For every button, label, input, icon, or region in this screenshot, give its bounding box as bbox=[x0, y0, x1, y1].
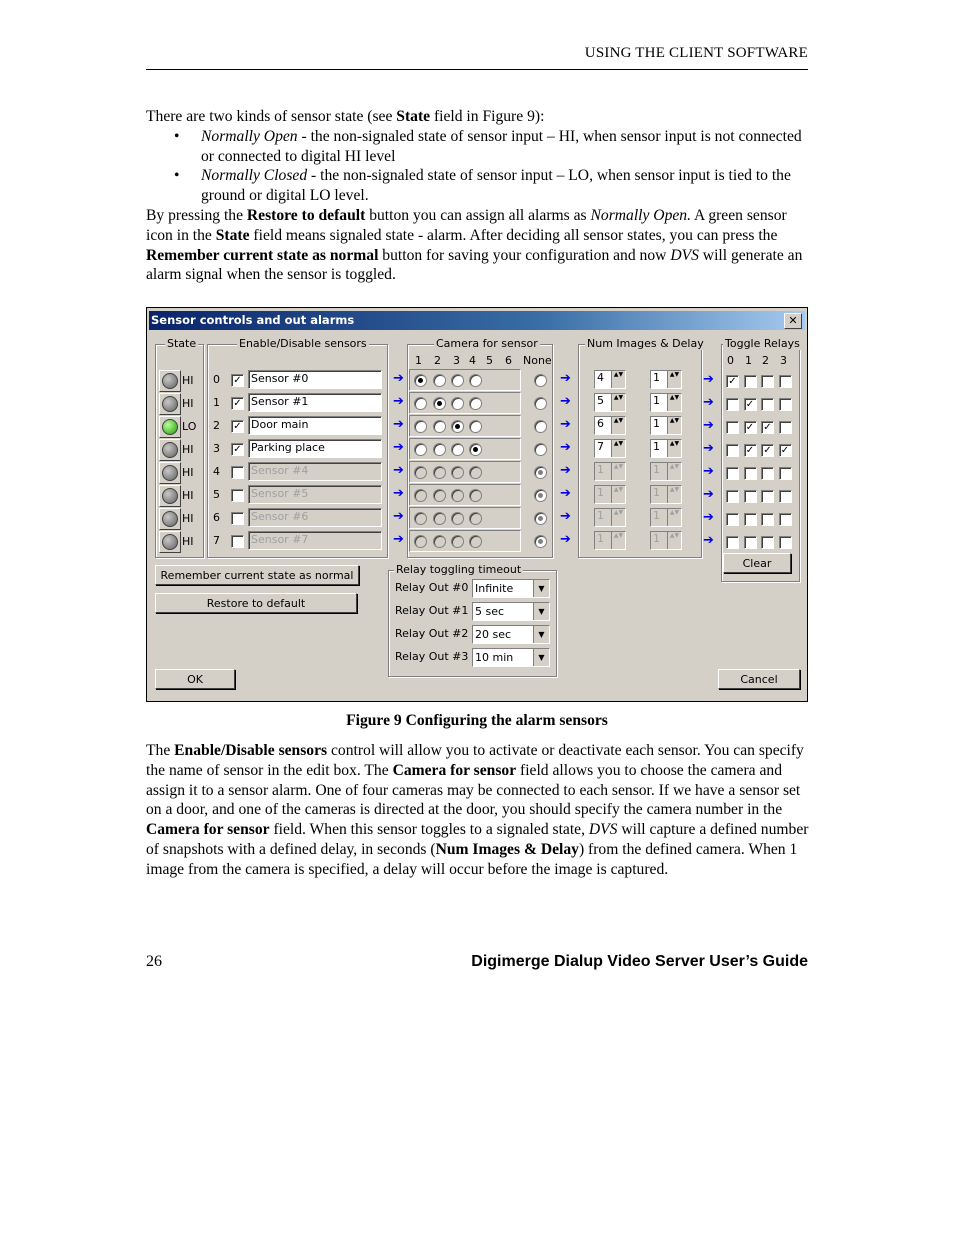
restore-paragraph: By pressing the Restore to default button you can assign all alarms as Normally Open. A green sensor icon in the State field means signaled state - alarm. After deciding all sensor states, you can press the Remember current state as normal button for saving your configuration and now DVS will generate an alarm signal when the sensor is toggled. bbox=[146, 206, 803, 284]
sensor-name-input[interactable]: Sensor #5 bbox=[248, 485, 382, 504]
relay-toggle-checkbox[interactable] bbox=[779, 513, 792, 526]
camera-radio[interactable] bbox=[451, 489, 464, 502]
sensor-index: 5 bbox=[213, 488, 220, 501]
arrow-icon: ➔ bbox=[703, 487, 714, 502]
sensor-led-icon bbox=[162, 465, 178, 481]
relay-timeout-select[interactable] bbox=[472, 579, 550, 598]
relay-toggle-checkbox[interactable] bbox=[726, 444, 739, 457]
camera-radio[interactable] bbox=[433, 489, 446, 502]
relay-toggle-checkbox[interactable] bbox=[744, 467, 757, 480]
relay-out-label: Relay Out #0 bbox=[395, 581, 469, 594]
relay-toggle-checkbox[interactable] bbox=[779, 536, 792, 549]
num-images-spinner[interactable] bbox=[594, 531, 626, 550]
dialog-title-bar[interactable] bbox=[149, 311, 805, 330]
camera-radio[interactable] bbox=[469, 535, 482, 548]
arrow-icon: ➔ bbox=[560, 509, 571, 524]
sensor-state-label: HI bbox=[182, 535, 194, 548]
relay-toggle-checkbox[interactable]: ✓ bbox=[726, 375, 739, 388]
camera-column-header: None bbox=[523, 354, 552, 367]
sensor-state-indicator bbox=[159, 439, 181, 461]
sensor-state-label: HI bbox=[182, 443, 194, 456]
camera-radio[interactable] bbox=[433, 512, 446, 525]
relay-out-label: Relay Out #1 bbox=[395, 604, 469, 617]
camera-radio[interactable] bbox=[451, 443, 464, 456]
sensor-name-input[interactable]: Door main bbox=[248, 416, 382, 435]
sensor-index: 0 bbox=[213, 373, 220, 386]
arrow-icon: ➔ bbox=[393, 417, 404, 432]
delay-value: 1 bbox=[653, 509, 660, 522]
relay-toggle-checkbox[interactable] bbox=[726, 398, 739, 411]
camera-radio[interactable] bbox=[433, 374, 446, 387]
arrow-icon: ➔ bbox=[703, 372, 714, 387]
camera-radio[interactable] bbox=[433, 466, 446, 479]
camera-column-header: 6 bbox=[505, 354, 512, 367]
num-images-value: 6 bbox=[597, 417, 604, 430]
arrow-icon: ➔ bbox=[560, 371, 571, 386]
sensor-index: 3 bbox=[213, 442, 220, 455]
spinner-arrows-icon[interactable]: ▲▼ bbox=[667, 371, 681, 388]
relay-toggle-checkbox[interactable] bbox=[779, 490, 792, 503]
sensor-led-icon bbox=[162, 534, 178, 550]
relay-timeout-value: 10 min bbox=[475, 651, 514, 664]
delay-value: 1 bbox=[653, 532, 660, 545]
state-group-label: State bbox=[167, 337, 197, 350]
arrow-icon: ➔ bbox=[703, 441, 714, 456]
camera-radio[interactable] bbox=[534, 443, 547, 456]
relay-toggle-checkbox[interactable] bbox=[726, 421, 739, 434]
num-images-spinner[interactable] bbox=[594, 439, 626, 458]
relay-toggle-checkbox[interactable] bbox=[761, 490, 774, 503]
arrow-icon: ➔ bbox=[703, 510, 714, 525]
relay-out-label: Relay Out #2 bbox=[395, 627, 469, 640]
sensor-led-icon bbox=[162, 373, 178, 389]
relay-toggle-checkbox[interactable]: ✓ bbox=[744, 421, 757, 434]
clear-button[interactable]: Clear bbox=[723, 553, 791, 573]
after-paragraph: The Enable/Disable sensors control will allow you to activate or deactivate each sensor. You can specify the name of sensor in the edit box. The Camera for sensor field allows you to choose the camera and assign it to a sensor alarm. One of four cameras may be connected to each sensor. If we have a sensor set on a door, and one of the cameras is directed at the door, you should specify the camera number in the Camera for sensor field. When this sensor toggles to a signaled state, DVS will capture a defined number of snapshots with a defined delay, in seconds (Num Images & Delay) from the defined camera. When 1 image from the camera is specified, a delay will occur before the image is captured. bbox=[146, 742, 809, 878]
spinner-arrows-icon[interactable]: ▲▼ bbox=[611, 532, 625, 549]
delay-value: 1 bbox=[653, 417, 660, 430]
num-images-spinner[interactable] bbox=[594, 370, 626, 389]
spinner-arrows-icon[interactable]: ▲▼ bbox=[667, 417, 681, 434]
delay-spinner[interactable] bbox=[650, 370, 682, 389]
sensor-state-indicator bbox=[159, 485, 181, 507]
relay-toggle-checkbox[interactable] bbox=[726, 467, 739, 480]
relay-toggle-checkbox[interactable] bbox=[726, 536, 739, 549]
enable-group-label: Enable/Disable sensors bbox=[239, 337, 367, 350]
relay-toggle-checkbox[interactable] bbox=[761, 398, 774, 411]
sensor-index: 7 bbox=[213, 534, 220, 547]
arrow-icon: ➔ bbox=[393, 532, 404, 547]
relay-timeout-select[interactable] bbox=[472, 648, 550, 667]
delay-value: 1 bbox=[653, 394, 660, 407]
num-images-value: 1 bbox=[597, 509, 604, 522]
spinner-arrows-icon[interactable]: ▲▼ bbox=[667, 463, 681, 480]
num-images-spinner[interactable] bbox=[594, 485, 626, 504]
camera-radio[interactable] bbox=[433, 420, 446, 433]
spinner-arrows-icon[interactable]: ▲▼ bbox=[667, 509, 681, 526]
spinner-arrows-icon[interactable]: ▲▼ bbox=[667, 394, 681, 411]
delay-value: 1 bbox=[653, 440, 660, 453]
bullet-dot: • bbox=[174, 127, 180, 145]
num-images-value: 1 bbox=[597, 463, 604, 476]
sensor-enable-checkbox[interactable]: ✓ bbox=[231, 420, 244, 433]
arrow-icon: ➔ bbox=[703, 464, 714, 479]
arrow-icon: ➔ bbox=[560, 486, 571, 501]
relay-toggle-checkbox[interactable] bbox=[726, 513, 739, 526]
camera-radio[interactable] bbox=[451, 420, 464, 433]
toggle-relays-group-label: Toggle Relays bbox=[725, 337, 800, 350]
arrow-icon: ➔ bbox=[703, 395, 714, 410]
camera-radio[interactable] bbox=[414, 443, 427, 456]
relay-toggle-checkbox[interactable] bbox=[744, 513, 757, 526]
sensor-state-label: LO bbox=[182, 420, 197, 433]
camera-radio[interactable] bbox=[534, 535, 547, 548]
num-images-value: 4 bbox=[597, 371, 604, 384]
delay-value: 1 bbox=[653, 486, 660, 499]
sensor-enable-checkbox[interactable] bbox=[231, 535, 244, 548]
sensor-enable-checkbox[interactable]: ✓ bbox=[231, 397, 244, 410]
sensor-index: 6 bbox=[213, 511, 220, 524]
sensor-name-input[interactable]: Sensor #4 bbox=[248, 462, 382, 481]
camera-radio[interactable] bbox=[451, 512, 464, 525]
sensor-led-icon bbox=[162, 511, 178, 527]
relay-timeout-value: 5 sec bbox=[475, 605, 505, 618]
intro-section bbox=[146, 107, 810, 285]
camera-column-header: 2 bbox=[434, 354, 441, 367]
sensor-led-icon bbox=[162, 442, 178, 458]
sensor-enable-checkbox[interactable] bbox=[231, 466, 244, 479]
arrow-icon: ➔ bbox=[560, 532, 571, 547]
dropdown-arrow-icon[interactable]: ▼ bbox=[533, 603, 549, 620]
relay-toggle-checkbox[interactable] bbox=[779, 398, 792, 411]
num-images-value: 1 bbox=[597, 532, 604, 545]
sensor-name-input[interactable]: Sensor #7 bbox=[248, 531, 382, 550]
num-images-value: 1 bbox=[597, 486, 604, 499]
relay-toggle-checkbox[interactable]: ✓ bbox=[761, 421, 774, 434]
num-images-spinner[interactable] bbox=[594, 508, 626, 527]
camera-radio[interactable] bbox=[414, 535, 427, 548]
num-images-value: 7 bbox=[597, 440, 604, 453]
camera-column-header: 4 bbox=[469, 354, 476, 367]
relay-toggle-checkbox[interactable] bbox=[744, 536, 757, 549]
num-images-spinner[interactable] bbox=[594, 393, 626, 412]
arrow-icon: ➔ bbox=[560, 463, 571, 478]
camera-radio[interactable] bbox=[469, 420, 482, 433]
camera-radio[interactable] bbox=[433, 397, 446, 410]
spinner-arrows-icon[interactable]: ▲▼ bbox=[667, 486, 681, 503]
arrow-icon: ➔ bbox=[560, 440, 571, 455]
delay-spinner[interactable] bbox=[650, 485, 682, 504]
relay-column-header: 3 bbox=[780, 354, 787, 367]
restore-default-button[interactable]: Restore to default bbox=[155, 593, 357, 613]
camera-radio[interactable] bbox=[433, 535, 446, 548]
delay-spinner[interactable] bbox=[650, 416, 682, 435]
camera-group-label: Camera for sensor bbox=[436, 337, 538, 350]
relay-timeout-value: Infinite bbox=[475, 582, 514, 595]
dropdown-arrow-icon[interactable]: ▼ bbox=[533, 626, 549, 643]
num-images-value: 5 bbox=[597, 394, 604, 407]
arrow-icon: ➔ bbox=[393, 463, 404, 478]
delay-value: 1 bbox=[653, 463, 660, 476]
sensor-led-icon bbox=[162, 419, 178, 435]
sensor-state-indicator bbox=[159, 416, 181, 438]
delay-spinner[interactable] bbox=[650, 393, 682, 412]
relay-toggle-checkbox[interactable] bbox=[761, 536, 774, 549]
delay-value: 1 bbox=[653, 371, 660, 384]
camera-column-header: 1 bbox=[415, 354, 422, 367]
relay-toggle-checkbox[interactable] bbox=[779, 467, 792, 480]
relay-toggle-checkbox[interactable]: ✓ bbox=[744, 398, 757, 411]
sensor-index: 4 bbox=[213, 465, 220, 478]
bullet-dot: • bbox=[174, 167, 180, 185]
sensor-enable-checkbox[interactable] bbox=[231, 512, 244, 525]
relay-toggle-checkbox[interactable] bbox=[779, 421, 792, 434]
arrow-icon: ➔ bbox=[393, 394, 404, 409]
relay-timeout-group-label: Relay toggling timeout bbox=[396, 563, 522, 576]
sensor-index: 2 bbox=[213, 419, 220, 432]
dropdown-arrow-icon[interactable]: ▼ bbox=[533, 649, 549, 666]
camera-radio[interactable] bbox=[414, 397, 427, 410]
camera-radio[interactable] bbox=[469, 489, 482, 502]
ok-button[interactable]: OK bbox=[155, 669, 235, 689]
bullet-normally-open: • Normally Open - the non-signaled state of sensor input – HI, when sensor input is not connected or connected to digital HI level bbox=[174, 127, 802, 165]
spinner-arrows-icon[interactable]: ▲▼ bbox=[667, 440, 681, 457]
sensor-enable-checkbox[interactable]: ✓ bbox=[231, 443, 244, 456]
spinner-arrows-icon[interactable]: ▲▼ bbox=[611, 417, 625, 434]
sensor-name-input[interactable]: Parking place bbox=[248, 439, 382, 458]
page-number: 26 bbox=[146, 953, 162, 970]
camera-radio[interactable] bbox=[534, 466, 547, 479]
close-button[interactable]: ✕ bbox=[784, 313, 802, 329]
relay-timeout-select[interactable] bbox=[472, 602, 550, 621]
remember-state-button[interactable]: Remember current state as normal bbox=[155, 565, 359, 585]
camera-radio[interactable] bbox=[414, 466, 427, 479]
camera-radio[interactable] bbox=[414, 374, 427, 387]
camera-radio[interactable] bbox=[414, 512, 427, 525]
arrow-icon: ➔ bbox=[703, 418, 714, 433]
arrow-icon: ➔ bbox=[393, 509, 404, 524]
num-images-spinner[interactable] bbox=[594, 416, 626, 435]
num-images-spinner[interactable] bbox=[594, 462, 626, 481]
relay-column-header: 2 bbox=[762, 354, 769, 367]
camera-radio[interactable] bbox=[433, 443, 446, 456]
relay-toggle-checkbox[interactable] bbox=[744, 375, 757, 388]
camera-column-header: 3 bbox=[453, 354, 460, 367]
sensor-index: 1 bbox=[213, 396, 220, 409]
relay-toggle-checkbox[interactable] bbox=[744, 490, 757, 503]
camera-radio[interactable] bbox=[451, 466, 464, 479]
relay-toggle-checkbox[interactable]: ✓ bbox=[744, 444, 757, 457]
relay-toggle-checkbox[interactable] bbox=[779, 375, 792, 388]
sensor-name-input[interactable]: Sensor #6 bbox=[248, 508, 382, 527]
sensor-enable-checkbox[interactable]: ✓ bbox=[231, 374, 244, 387]
camera-radio[interactable] bbox=[469, 466, 482, 479]
arrow-icon: ➔ bbox=[393, 440, 404, 455]
sensor-led-icon bbox=[162, 488, 178, 504]
sensor-state-label: HI bbox=[182, 397, 194, 410]
arrow-icon: ➔ bbox=[703, 533, 714, 548]
relay-toggle-checkbox[interactable] bbox=[761, 467, 774, 480]
camera-column-header: 5 bbox=[486, 354, 493, 367]
camera-radio[interactable] bbox=[414, 420, 427, 433]
sensor-state-indicator bbox=[159, 370, 181, 392]
sensor-name-input[interactable]: Sensor #0 bbox=[248, 370, 382, 389]
camera-radio[interactable] bbox=[451, 397, 464, 410]
header-rule bbox=[146, 69, 808, 70]
camera-radio[interactable] bbox=[534, 397, 547, 410]
camera-radio[interactable] bbox=[451, 535, 464, 548]
bullet-normally-closed: • Normally Closed - the non-signaled state of sensor input – LO, when sensor input is tied to the ground or digital LO level. bbox=[174, 167, 791, 205]
camera-radio[interactable] bbox=[534, 374, 547, 387]
camera-radio[interactable] bbox=[534, 489, 547, 502]
camera-radio[interactable] bbox=[451, 374, 464, 387]
camera-radio[interactable] bbox=[534, 420, 547, 433]
spinner-arrows-icon[interactable]: ▲▼ bbox=[611, 394, 625, 411]
num-images-group-label: Num Images & Delay bbox=[587, 337, 704, 350]
spinner-arrows-icon[interactable]: ▲▼ bbox=[611, 486, 625, 503]
figure-caption: Figure 9 Configuring the alarm sensors bbox=[346, 712, 608, 729]
arrow-icon: ➔ bbox=[560, 394, 571, 409]
relay-timeout-select[interactable] bbox=[472, 625, 550, 644]
spinner-arrows-icon[interactable]: ▲▼ bbox=[611, 463, 625, 480]
camera-radio[interactable] bbox=[469, 443, 482, 456]
relay-toggle-checkbox[interactable]: ✓ bbox=[779, 444, 792, 457]
dialog-title: Sensor controls and out alarms bbox=[151, 313, 355, 327]
sensor-state-label: HI bbox=[182, 466, 194, 479]
sensor-enable-checkbox[interactable] bbox=[231, 489, 244, 502]
sensor-state-indicator bbox=[159, 508, 181, 530]
delay-spinner[interactable] bbox=[650, 462, 682, 481]
sensor-controls-dialog bbox=[146, 307, 808, 702]
sensor-state-label: HI bbox=[182, 374, 194, 387]
spinner-arrows-icon[interactable]: ▲▼ bbox=[667, 532, 681, 549]
relay-column-header: 1 bbox=[745, 354, 752, 367]
sensor-state-label: HI bbox=[182, 512, 194, 525]
dropdown-arrow-icon[interactable]: ▼ bbox=[533, 580, 549, 597]
camera-radio[interactable] bbox=[469, 512, 482, 525]
intro-paragraph: There are two kinds of sensor state (see State field in Figure 9): bbox=[146, 108, 545, 125]
spinner-arrows-icon[interactable]: ▲▼ bbox=[611, 440, 625, 457]
arrow-icon: ➔ bbox=[560, 417, 571, 432]
sensor-state-indicator bbox=[159, 393, 181, 415]
relay-toggle-checkbox[interactable] bbox=[726, 490, 739, 503]
delay-spinner[interactable] bbox=[650, 508, 682, 527]
sensor-state-indicator bbox=[159, 531, 181, 553]
camera-radio[interactable] bbox=[469, 397, 482, 410]
relay-toggle-checkbox[interactable] bbox=[761, 375, 774, 388]
relay-toggle-checkbox[interactable]: ✓ bbox=[761, 444, 774, 457]
sensor-state-indicator bbox=[159, 462, 181, 484]
running-header: USING THE CLIENT SOFTWARE bbox=[584, 45, 808, 61]
camera-radio[interactable] bbox=[534, 512, 547, 525]
camera-radio[interactable] bbox=[414, 489, 427, 502]
arrow-icon: ➔ bbox=[393, 486, 404, 501]
relay-toggle-checkbox[interactable] bbox=[761, 513, 774, 526]
relay-out-label: Relay Out #3 bbox=[395, 650, 469, 663]
camera-radio[interactable] bbox=[469, 374, 482, 387]
cancel-button[interactable]: Cancel bbox=[718, 669, 800, 689]
relay-timeout-value: 20 sec bbox=[475, 628, 512, 641]
sensor-name-input[interactable]: Sensor #1 bbox=[248, 393, 382, 412]
relay-column-header: 0 bbox=[727, 354, 734, 367]
delay-spinner[interactable] bbox=[650, 531, 682, 550]
spinner-arrows-icon[interactable]: ▲▼ bbox=[611, 509, 625, 526]
footer-title: Digimerge Dialup Video Server User’s Guide bbox=[471, 953, 808, 970]
spinner-arrows-icon[interactable]: ▲▼ bbox=[611, 371, 625, 388]
arrow-icon: ➔ bbox=[393, 371, 404, 386]
sensor-led-icon bbox=[162, 396, 178, 412]
delay-spinner[interactable] bbox=[650, 439, 682, 458]
sensor-state-label: HI bbox=[182, 489, 194, 502]
